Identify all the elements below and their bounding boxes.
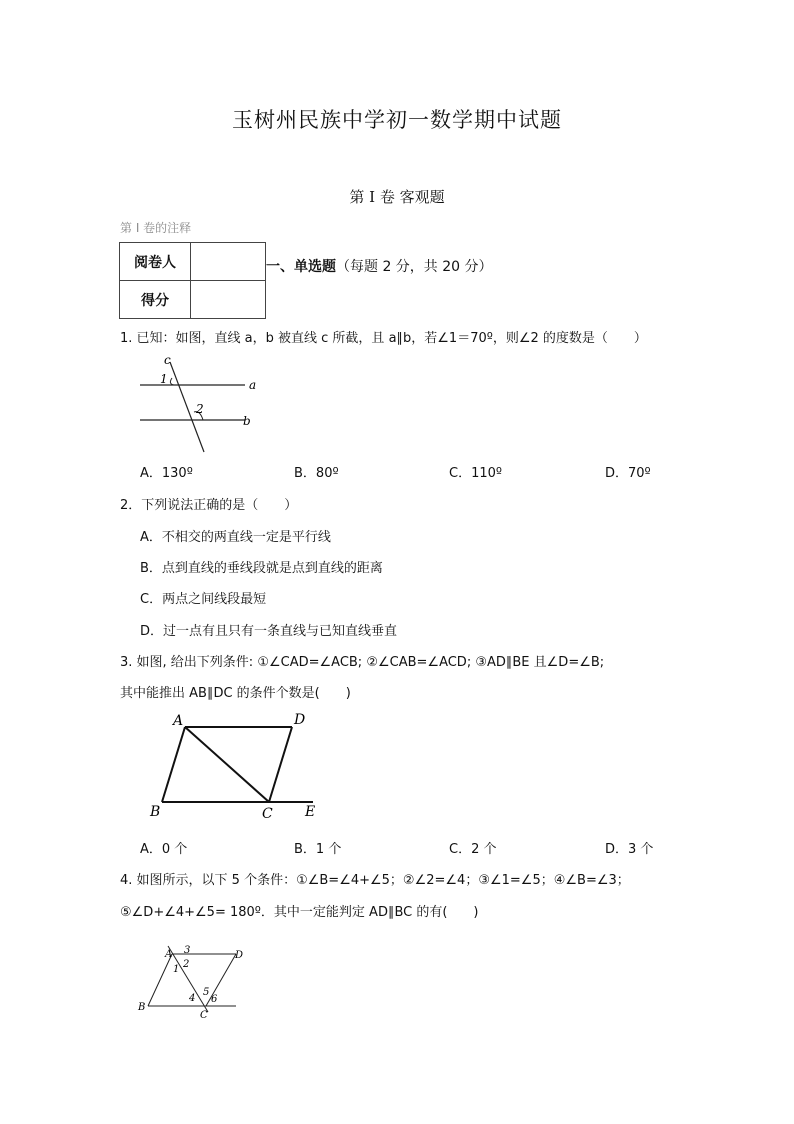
label-c: c xyxy=(164,353,171,367)
segment-ab xyxy=(162,727,185,802)
label-C: C xyxy=(262,806,273,822)
question-2-text: 2．下列说法正确的是（ ） xyxy=(120,498,298,513)
label-A: A xyxy=(173,713,184,729)
q3-option-c[interactable]: C．2 个 xyxy=(449,842,497,857)
angle-1-arc xyxy=(170,378,174,385)
label-C: C xyxy=(200,1010,208,1021)
question-3-figure xyxy=(145,710,330,825)
q3-option-b[interactable]: B．1 个 xyxy=(294,842,342,857)
exam-title: 玉树州民族中学初一数学期中试题 xyxy=(232,108,562,132)
reviewer-cell xyxy=(191,243,266,281)
label-a: a xyxy=(249,378,257,392)
score-box xyxy=(119,242,266,319)
q1-option-d[interactable]: D．70º xyxy=(605,466,651,481)
label-E: E xyxy=(305,804,316,820)
section-heading xyxy=(266,256,493,276)
reviewer-label: 阅卷人 xyxy=(120,243,191,281)
label-2: 2 xyxy=(183,959,190,970)
q1-option-a[interactable]: A．130º xyxy=(140,466,193,481)
label-B: B xyxy=(138,1002,146,1013)
q2-option-b[interactable]: B．点到直线的垂线段就是点到直线的距离 xyxy=(140,561,383,576)
segment-ac xyxy=(185,727,269,802)
question-3-text-line1: 3. 如图, 给出下列条件: ①∠CAD=∠ACB; ②∠CAB=∠ACD; ③AD∥BE 且∠D=∠B; xyxy=(120,655,605,670)
label-3: 3 xyxy=(184,945,191,956)
segment-dc xyxy=(269,727,292,802)
segment-ab xyxy=(148,954,172,1006)
q2-option-a[interactable]: A．不相交的两直线一定是平行线 xyxy=(140,530,331,545)
label-1: 1 xyxy=(173,964,180,975)
q1-option-c[interactable]: C．110º xyxy=(449,466,503,481)
label-1: 1 xyxy=(160,372,168,386)
label-5: 5 xyxy=(203,987,210,998)
question-3-text-line2: 其中能推出 AB∥DC 的条件个数是( ) xyxy=(120,686,351,701)
question-1-figure xyxy=(130,350,270,455)
section-desc: （每题 2 分，共 20 分） xyxy=(336,259,493,275)
q2-option-c[interactable]: C．两点之间线段最短 xyxy=(140,592,267,607)
volume-note: 第 I 卷的注释 xyxy=(120,221,192,235)
label-b: b xyxy=(243,414,251,428)
q3-option-a[interactable]: A．0 个 xyxy=(140,842,188,857)
q3-option-d[interactable]: D．3 个 xyxy=(605,842,654,857)
question-4-text-line2: ⑤∠D+∠4+∠5= 180º．其中一定能判定 AD∥BC 的有( ) xyxy=(120,905,479,920)
volume-heading: 第 I 卷 客观题 xyxy=(349,188,445,206)
label-D: D xyxy=(294,712,306,728)
section-title: 一、单选题 xyxy=(266,259,336,275)
label-D: D xyxy=(235,950,244,961)
question-1-text: 1. 已知：如图，直线 a，b 被直线 c 所截，且 a∥b，若∠1＝70º，则∠2 的度数是（ ） xyxy=(120,331,647,346)
label-2: 2 xyxy=(196,402,204,416)
label-6: 6 xyxy=(211,994,218,1005)
q2-option-d[interactable]: D．过一点有且只有一条直线与已知直线垂直 xyxy=(140,624,398,639)
score-cell xyxy=(191,281,266,319)
question-4-text-line1: 4. 如图所示，以下 5 个条件：①∠B=∠4+∠5；②∠2=∠4；③∠1=∠5；④∠B=∠3； xyxy=(120,873,630,888)
score-label: 得分 xyxy=(120,281,191,319)
q1-option-b[interactable]: B．80º xyxy=(294,466,339,481)
label-B: B xyxy=(150,804,161,820)
label-A: A xyxy=(165,949,173,960)
question-4-figure xyxy=(132,938,252,1023)
label-4: 4 xyxy=(189,993,196,1004)
